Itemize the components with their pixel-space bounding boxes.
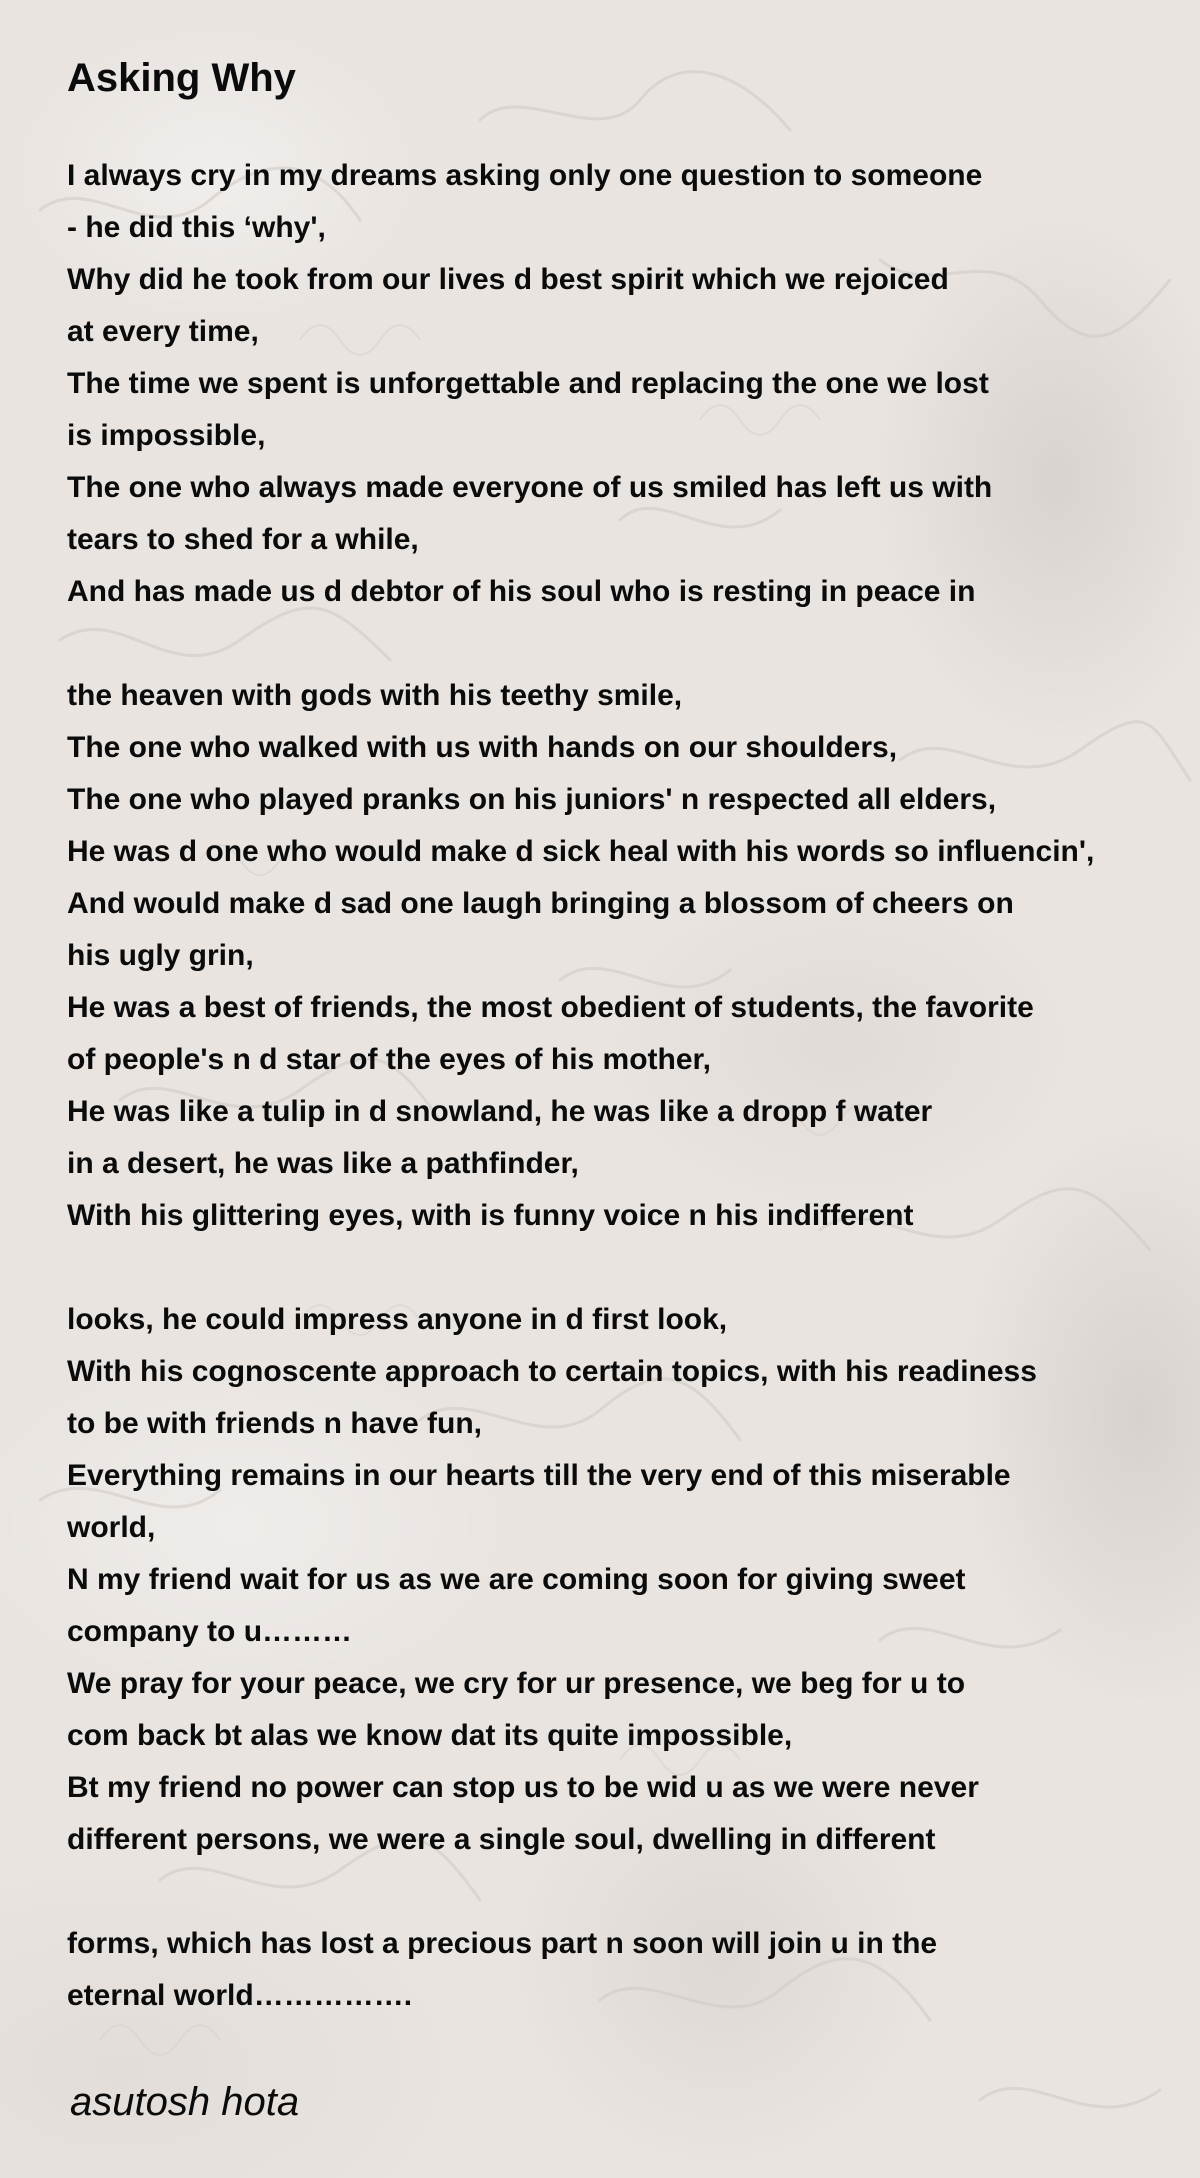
poem-line: the heaven with gods with his teethy smile, bbox=[67, 679, 683, 712]
poem-line: Why did he took from our lives d best spirit which we rejoiced bbox=[67, 263, 949, 296]
poem-line: The time we spent is unforgettable and replacing the one we lost bbox=[67, 367, 989, 400]
stanza-break bbox=[67, 618, 1192, 670]
poem-line: different persons, we were a single soul, dwelling in different bbox=[67, 1823, 936, 1856]
poem-line: eternal world……………. bbox=[67, 1979, 413, 2012]
poem-line: The one who played pranks on his juniors' n respected all elders, bbox=[67, 783, 997, 816]
poem-line: Everything remains in our hearts till the very end of this miserable bbox=[67, 1459, 1011, 1492]
poem-line: The one who walked with us with hands on our shoulders, bbox=[67, 731, 898, 764]
poem-line: com back bt alas we know dat its quite impossible, bbox=[67, 1719, 793, 1752]
poem-line: The one who always made everyone of us smiled has left us with bbox=[67, 471, 993, 504]
poem-line: world, bbox=[67, 1511, 156, 1544]
poem-line: N my friend wait for us as we are coming soon for giving sweet bbox=[67, 1563, 966, 1596]
poem-line: He was like a tulip in d snowland, he was like a dropp f water bbox=[67, 1095, 933, 1128]
poem-line: And has made us d debtor of his soul who is resting in peace in bbox=[67, 575, 976, 608]
poem-line: He was d one who would make d sick heal with his words so influencin', bbox=[67, 835, 1095, 868]
poem-line: forms, which has lost a precious part n soon will join u in the bbox=[67, 1927, 938, 1960]
poem-title: Asking Why bbox=[67, 56, 296, 100]
poem-body bbox=[67, 150, 1192, 2022]
poem-line: And would make d sad one laugh bringing a blossom of cheers on bbox=[67, 887, 1014, 920]
poem-line: Bt my friend no power can stop us to be wid u as we were never bbox=[67, 1771, 979, 1804]
poem-line: I always cry in my dreams asking only one question to someone bbox=[67, 159, 983, 192]
poem-line: With his cognoscente approach to certain topics, with his readiness bbox=[67, 1355, 1037, 1388]
poem-line: - he did this ‘why', bbox=[67, 211, 326, 244]
poem-line: We pray for your peace, we cry for ur presence, we beg for u to bbox=[67, 1667, 966, 1700]
poem-line: He was a best of friends, the most obedient of students, the favorite bbox=[67, 991, 1034, 1024]
poem-line: is impossible, bbox=[67, 419, 266, 452]
poem-line: at every time, bbox=[67, 315, 259, 348]
stanza-break bbox=[67, 1866, 1192, 1918]
poem-author: asutosh hota bbox=[70, 2080, 300, 2124]
poem-line: tears to shed for a while, bbox=[67, 523, 419, 556]
poem-line: in a desert, he was like a pathfinder, bbox=[67, 1147, 579, 1180]
poem-line: his ugly grin, bbox=[67, 939, 254, 972]
poem-line: of people's n d star of the eyes of his mother, bbox=[67, 1043, 711, 1076]
poem-line: to be with friends n have fun, bbox=[67, 1407, 483, 1440]
poem-line: company to u……… bbox=[67, 1615, 353, 1648]
poem-line: With his glittering eyes, with is funny voice n his indifferent bbox=[67, 1199, 914, 1232]
poem-line: looks, he could impress anyone in d first look, bbox=[67, 1303, 728, 1336]
stanza-break bbox=[67, 1242, 1192, 1294]
